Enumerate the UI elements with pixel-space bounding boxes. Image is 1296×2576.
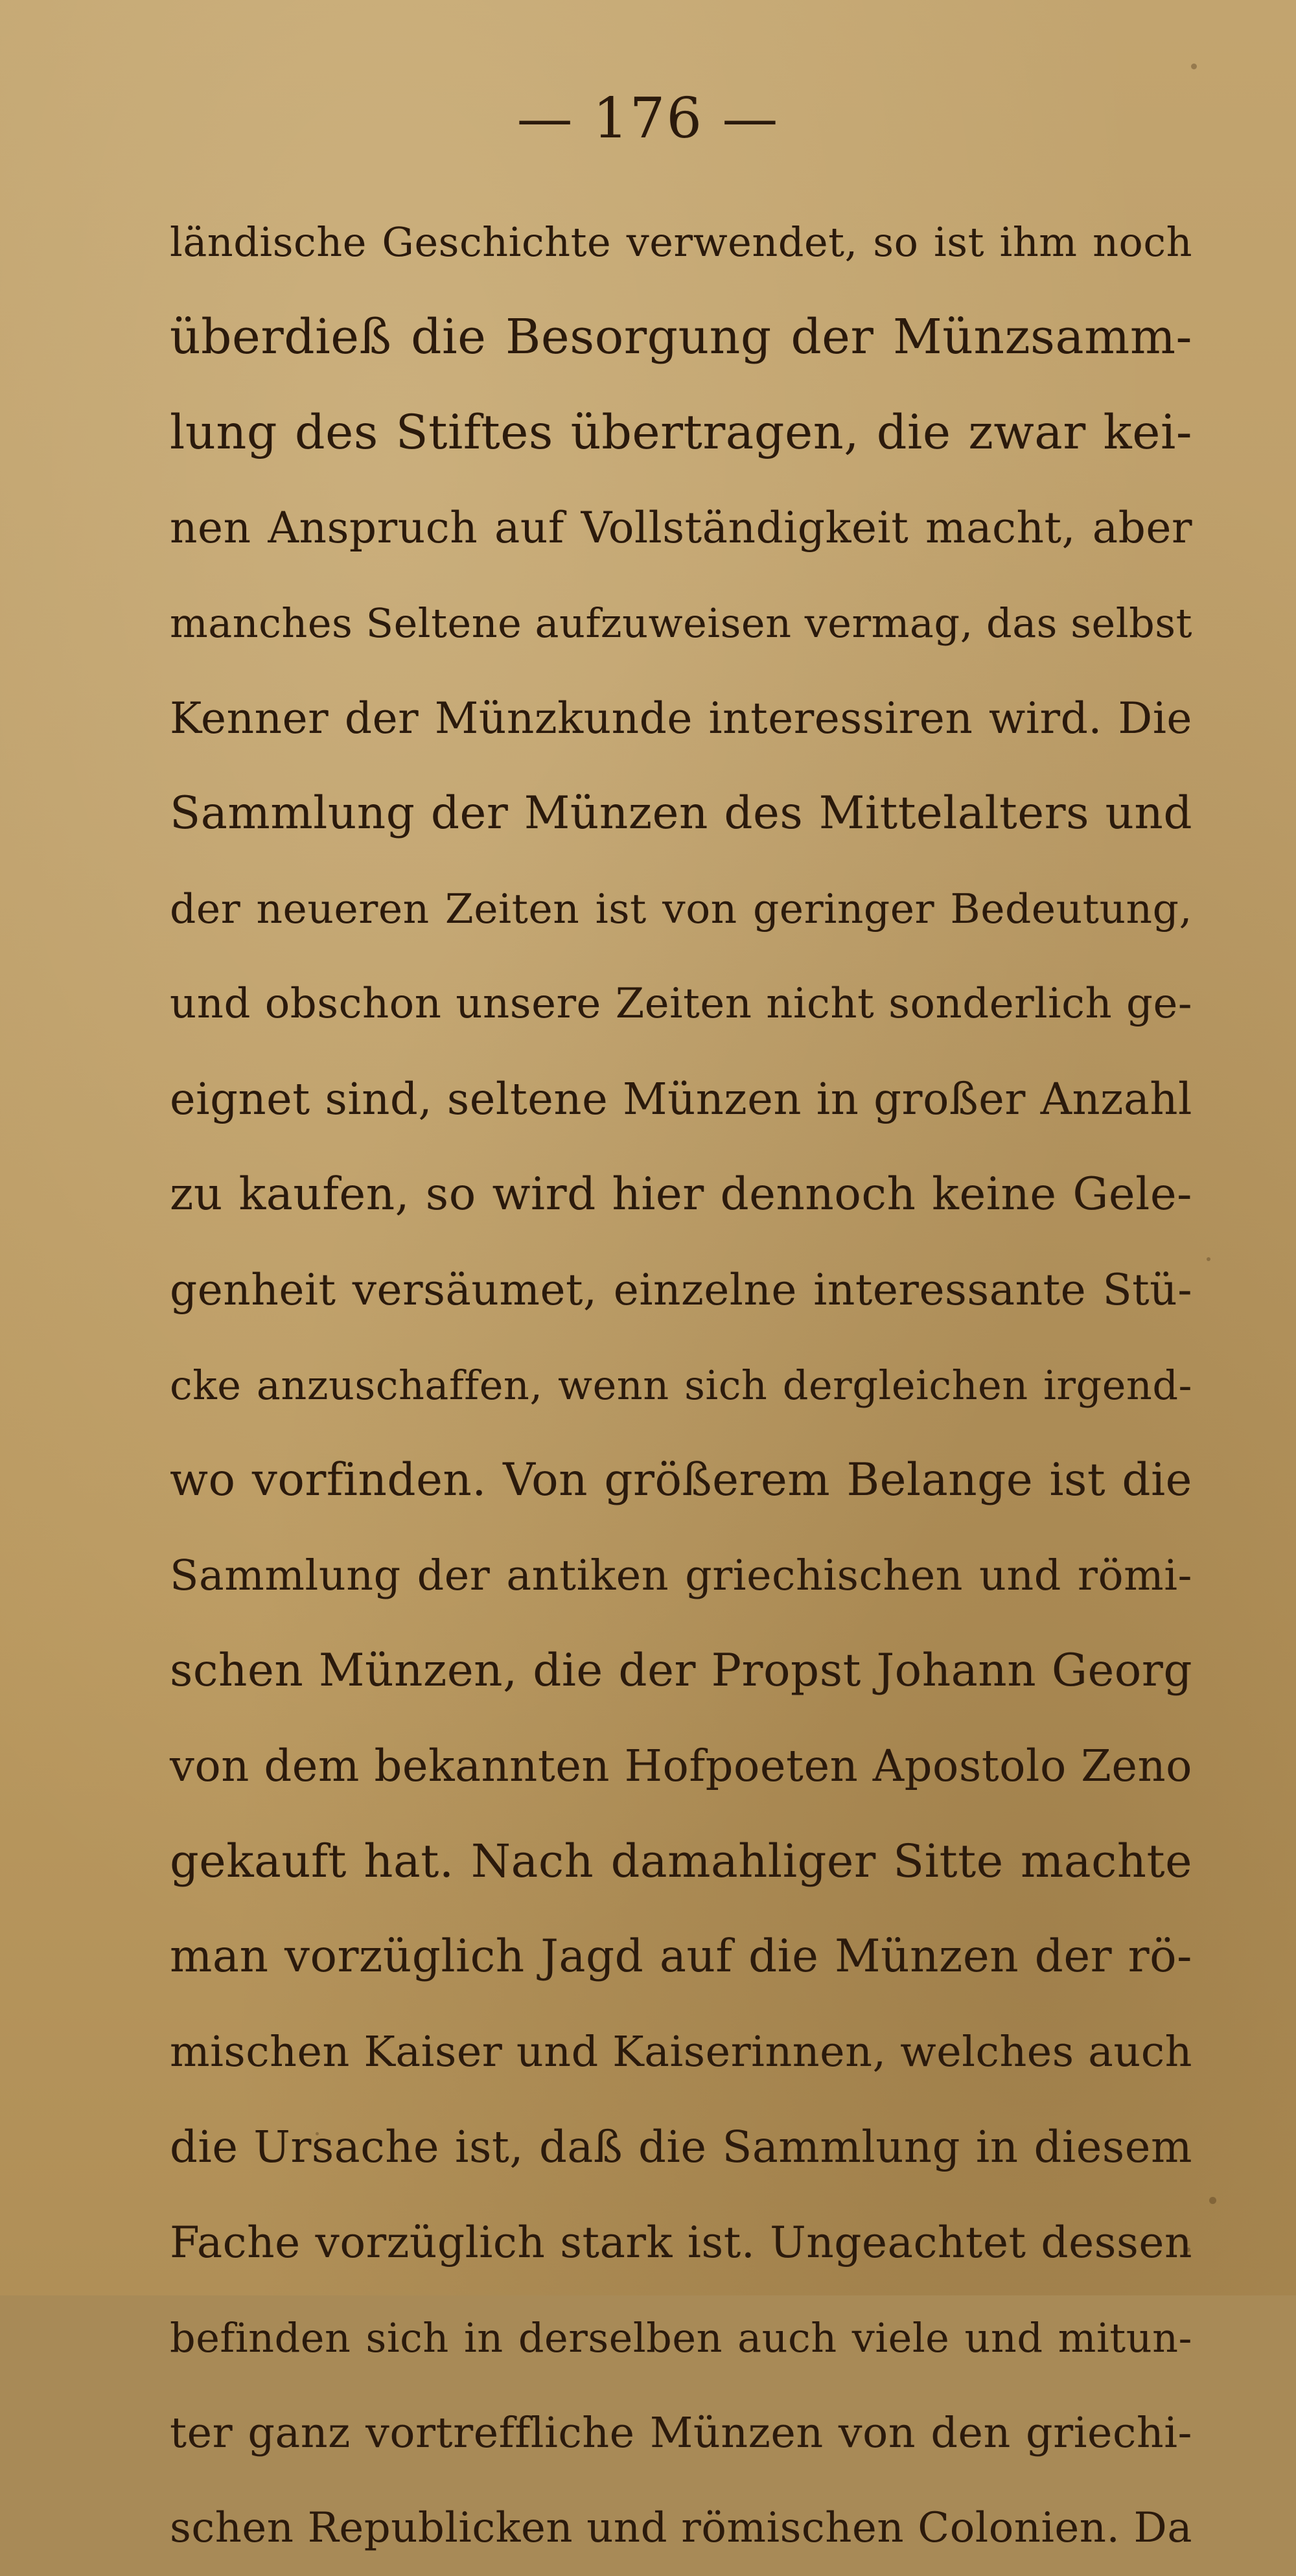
text-line: ländische Geschichte verwendet, so ist ihm noch — [170, 218, 1192, 266]
text-line: schen Münzen, die der Propst Johann Georg — [170, 1645, 1192, 1697]
text-line: und obschon unsere Zeiten nicht sonderlich ge- — [170, 980, 1192, 1028]
text-line: überdieß die Besorgung der Münzsamm- — [170, 309, 1192, 365]
text-line: Fache vorzüglich stark ist. Ungeachtet dessen — [170, 2218, 1192, 2268]
body-text — [170, 194, 1192, 2576]
text-line: Kenner der Münzkunde interessiren wird. Die — [170, 693, 1192, 743]
text-line: Sammlung der antiken griechischen und römi- — [170, 1551, 1192, 1600]
text-line: genheit versäumet, einzelne interessante Stü- — [170, 1265, 1192, 1315]
text-line: ter ganz vortreffliche Münzen von den griechi- — [170, 2409, 1192, 2457]
page-number: — 176 — — [516, 86, 780, 151]
text-line: eignet sind, seltene Münzen in großer Anzahl — [170, 1074, 1192, 1124]
text-line: manches Seltene aufzuweisen vermag, das selbst — [170, 599, 1192, 647]
paper-spot — [1209, 2197, 1216, 2204]
text-line: man vorzüglich Jagd auf die Münzen der rö- — [170, 1931, 1192, 1982]
text-line: mischen Kaiser und Kaiserinnen, welches auch — [170, 2028, 1192, 2076]
text-line: von dem bekannten Hofpoeten Apostolo Zeno — [170, 1741, 1192, 1791]
text-line: gekauft hat. Nach damahliger Sitte machte — [170, 1835, 1192, 1888]
paper-spot — [1191, 64, 1197, 69]
paper-spot — [1207, 1257, 1210, 1261]
text-line: der neueren Zeiten ist von geringer Bedeutung, — [170, 885, 1192, 933]
text-line: schen Republicken und römischen Colonien. Da — [170, 2504, 1192, 2552]
text-line: befinden sich in derselben auch viele und mitun- — [170, 2314, 1192, 2361]
text-line: die Ursache ist, daß die Sammlung in diesem — [170, 2122, 1192, 2172]
text-line: cke anzuschaffen, wenn sich dergleichen irgend- — [170, 1362, 1192, 1409]
text-line: zu kaufen, so wird hier dennoch keine Gele- — [170, 1168, 1192, 1220]
text-line: wo vorfinden. Von größerem Belange ist die — [170, 1454, 1192, 1506]
text-line: nen Anspruch auf Vollständigkeit macht, aber — [170, 503, 1192, 553]
text-line: lung des Stiftes übertragen, die zwar kei- — [170, 405, 1192, 460]
text-line: Sammlung der Münzen des Mittelalters und — [170, 787, 1192, 839]
